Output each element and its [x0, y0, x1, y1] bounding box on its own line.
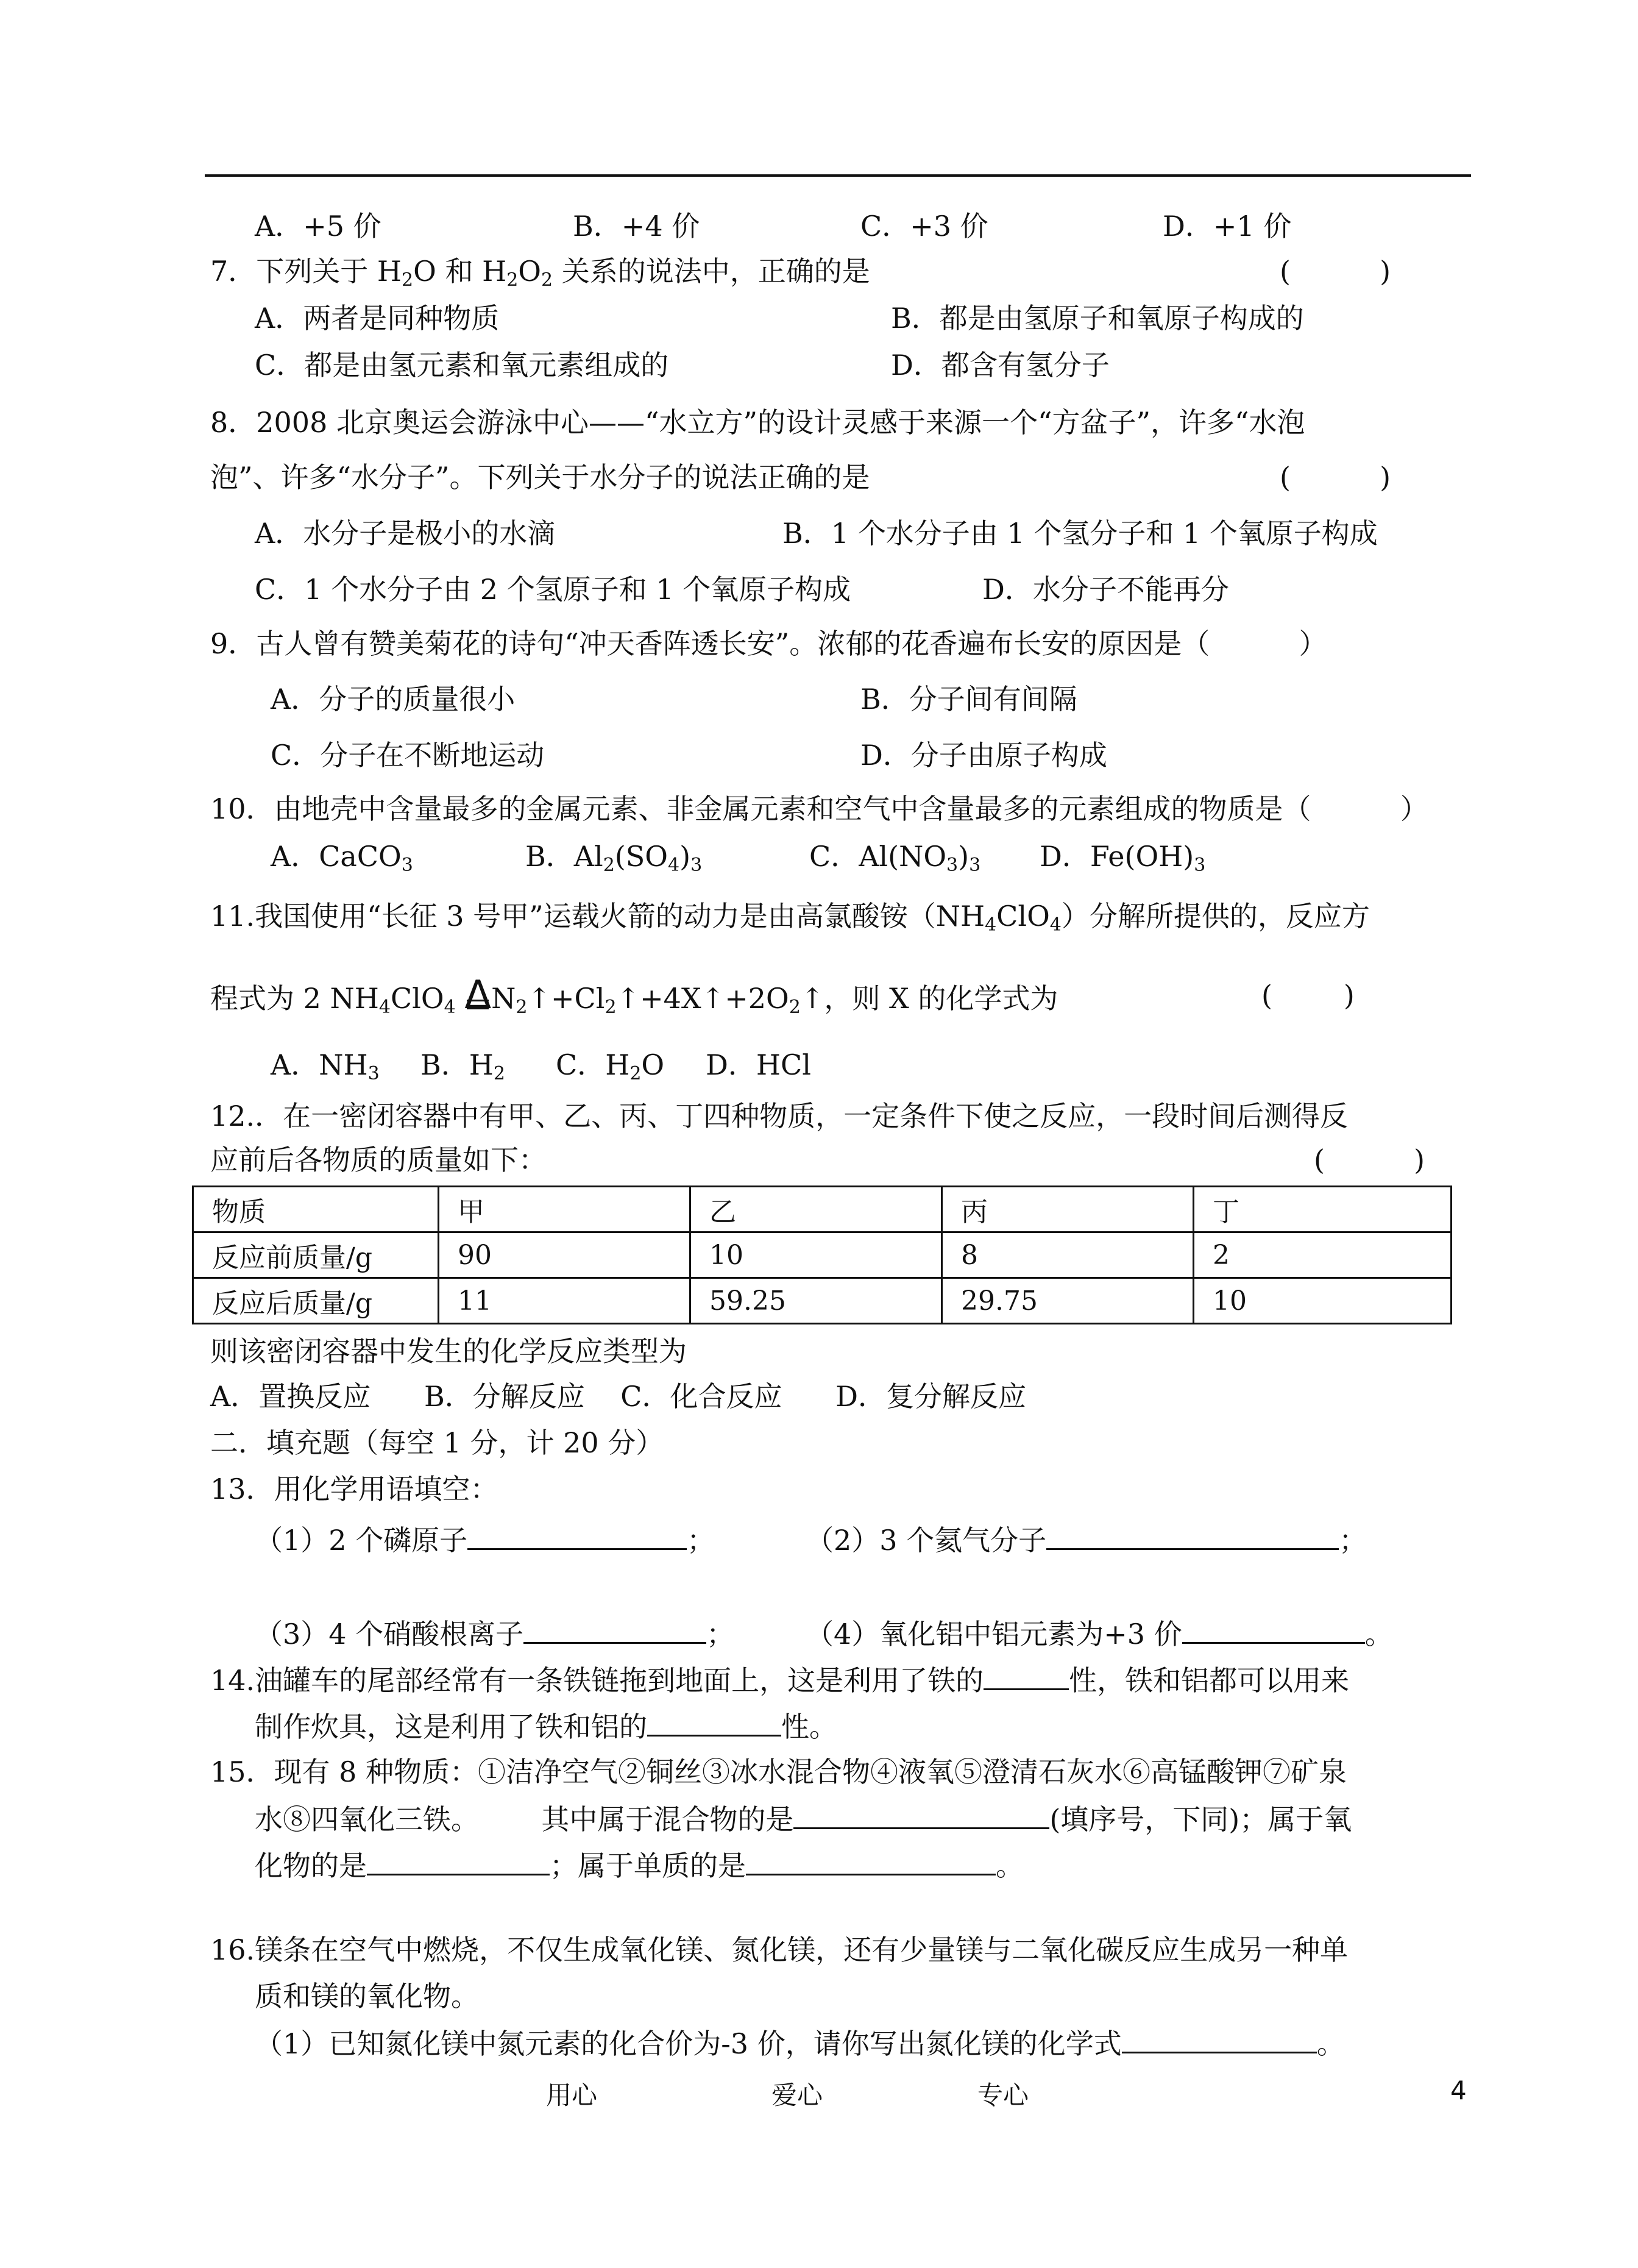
q7-option-b: B．都是由氢原子和氧原子构成的 — [891, 302, 1304, 335]
q16-line1: 16.镁条在空气中燃烧，不仅生成氧化镁、氮化镁，还有少量镁与二氧化碳反应生成另一种单 — [210, 1933, 1349, 1966]
q11-equation: 程式为 2 $NH_4ClO_4$ $\Delta N_2↑+Cl_2↑+4X↑+2O_2↑$，则 X 的化学式为 — [210, 973, 1058, 1018]
q10-option-c: C．$Al(NO_3)_3$ — [809, 840, 981, 876]
q10-option-d: D．$Fe(OH)_3$ — [1040, 840, 1206, 876]
q11-option-d: D．HCl — [706, 1048, 811, 1081]
q11-option-c: C．$H_2O$ — [556, 1048, 665, 1084]
table-cell: 10 — [1194, 1278, 1452, 1324]
q7-option-a: A．两者是同种物质 — [255, 302, 500, 335]
q8-option-c: C．1 个水分子由 2 个氢原子和 1 个氧原子构成 — [255, 573, 851, 606]
answer-blank[interactable] — [1122, 2025, 1317, 2053]
q14-line2: 制作炊具，这是利用了铁和铝的 性。 — [255, 1708, 837, 1744]
section-title: 二．填充题（每空 1 分，计 20 分） — [210, 1426, 664, 1459]
table-row-header — [193, 1187, 1452, 1232]
answer-blank[interactable] — [793, 1801, 1049, 1829]
q9-option-d: D．分子由原子构成 — [860, 739, 1107, 772]
table-cell: 甲 — [439, 1187, 690, 1232]
q15-line3: 化物的是 ；属于单质的是 。 — [255, 1847, 1024, 1883]
q13-part2: （2）3 个氦气分子 ； — [806, 1521, 1367, 1558]
table-cell: 反应后质量/g — [193, 1278, 439, 1324]
heating-delta-symbol: Δ — [464, 973, 492, 1018]
q9-option-a: A．分子的质量很小 — [271, 683, 516, 716]
table-cell: 10 — [690, 1232, 942, 1278]
q9-option-b: B．分子间有间隔 — [860, 683, 1077, 716]
q6-option-d: D．+1 价 — [1163, 210, 1292, 243]
table-cell: 2 — [1194, 1232, 1452, 1278]
q14-line1: 14.油罐车的尾部经常有一条铁链拖到地面上，这是利用了铁的 性，铁和铝都可以用来 — [210, 1662, 1349, 1698]
page-number: 4 — [1450, 2075, 1467, 2105]
answer-blank[interactable] — [746, 1847, 996, 1875]
footer-word-1: 用心 — [546, 2080, 598, 2110]
table-cell: 8 — [942, 1232, 1194, 1278]
mass-table — [192, 1186, 1452, 1324]
q10-stem: 10．由地壳中含量最多的金属元素、非金属元素和空气中含量最多的元素组成的物质是（ ） — [210, 792, 1428, 825]
answer-blank[interactable] — [1046, 1521, 1339, 1550]
q7-stem: 7．下列关于 $H_2O$ 和 $H_2O_2$ 关系的说法中，正确的是 — [210, 255, 870, 291]
q6-option-c: C．+3 价 — [860, 210, 988, 243]
answer-blank[interactable] — [523, 1615, 706, 1644]
q13-part1: （1）2 个磷原子 ； — [255, 1521, 715, 1558]
q8-line1: 8．2008 北京奥运会游泳中心——“水立方”的设计灵感于来源一个“方盆子”，许多“水泡 — [210, 406, 1305, 439]
q13-part3: （3）4 个硝酸根离子 ； — [255, 1615, 734, 1652]
q9-option-c: C．分子在不断地运动 — [271, 739, 545, 772]
q16-line3: （1）已知氮化镁中氮元素的化合价为-3 价，请你写出氮化镁的化学式 。 — [255, 2025, 1345, 2061]
q11-line1: 11.我国使用“长征 3 号甲”运载火箭的动力是由高氯酸铵$(NH_4ClO_4)$分解所提供的，反应方 — [210, 900, 1370, 936]
table-cell: 丁 — [1194, 1187, 1452, 1232]
q11-paren: ( ) — [1261, 979, 1355, 1012]
q7-paren: ( ) — [1280, 255, 1391, 288]
q8-paren: ( ) — [1280, 461, 1391, 494]
q12-after-text: 则该密闭容器中发生的化学反应类型为 — [210, 1335, 687, 1368]
q6-option-b: B．+4 价 — [573, 210, 700, 243]
answer-blank[interactable] — [467, 1521, 687, 1550]
q12-options: A．置换反应 B．分解反应 C．化合反应 D．复分解反应 — [210, 1380, 1027, 1413]
q9-stem: 9．古人曾有赞美菊花的诗句“冲天香阵透长安”。浓郁的花香遍布长安的原因是（ ） — [210, 627, 1327, 660]
table-cell: 29.75 — [942, 1278, 1194, 1324]
q12-line1: 12.．在一密闭容器中有甲、乙、丙、丁四种物质，一定条件下使之反应，一段时间后测得反 — [210, 1100, 1349, 1132]
footer-word-2: 爱心 — [771, 2080, 823, 2110]
answer-blank[interactable] — [984, 1662, 1069, 1690]
table-row — [193, 1232, 1452, 1278]
q16-line2: 质和镁的氧化物。 — [255, 1980, 479, 2013]
q8-option-a: A．水分子是极小的水滴 — [255, 517, 556, 550]
answer-blank[interactable] — [647, 1708, 781, 1737]
q11-option-a: A．$NH_3$ — [271, 1048, 380, 1084]
q11-option-b: B．$H_2$ — [420, 1048, 506, 1084]
q15-line1: 15．现有 8 种物质：①洁净空气②铜丝③冰水混合物④液氧⑤澄清石灰水⑥高锰酸钾⑦矿泉 — [210, 1755, 1347, 1788]
q7-option-c: C．都是由氢元素和氧元素组成的 — [255, 349, 669, 382]
q10-option-a: A．CaCO$_3$ — [271, 840, 413, 876]
table-row — [193, 1278, 1452, 1324]
q12-line2: 应前后各物质的质量如下： — [210, 1143, 547, 1176]
q8-option-d: D．水分子不能再分 — [982, 573, 1229, 606]
table-cell: 59.25 — [690, 1278, 942, 1324]
q12-paren: ( ) — [1314, 1143, 1425, 1176]
table-cell: 90 — [439, 1232, 690, 1278]
table-cell: 物质 — [193, 1187, 439, 1232]
header-rule — [205, 174, 1471, 177]
table-cell: 11 — [439, 1278, 690, 1324]
table-cell: 乙 — [690, 1187, 942, 1232]
table-cell: 反应前质量/g — [193, 1232, 439, 1278]
q15-line2: 水⑧四氧化三铁。 其中属于混合物的是 (填序号，下同)；属于氧 — [255, 1801, 1352, 1837]
q8-line2: 泡”、许多“水分子”。下列关于水分子的说法正确的是 — [210, 461, 870, 494]
footer-word-3: 专心 — [977, 2080, 1029, 2110]
q6-option-a: A．+5 价 — [255, 210, 381, 243]
answer-blank[interactable] — [1182, 1615, 1365, 1644]
q10-option-b: B．$Al_2(SO_4)_3$ — [525, 840, 703, 876]
q13-part4: （4）氧化铝中铝元素为+3 价 。 — [806, 1615, 1393, 1652]
q13-stem: 13．用化学用语填空： — [210, 1473, 498, 1505]
answer-blank[interactable] — [367, 1847, 550, 1875]
table-cell: 丙 — [942, 1187, 1194, 1232]
q7-option-d: D．都含有氢分子 — [891, 349, 1110, 382]
q8-option-b: B．1 个水分子由 1 个氢分子和 1 个氧原子构成 — [782, 517, 1378, 550]
